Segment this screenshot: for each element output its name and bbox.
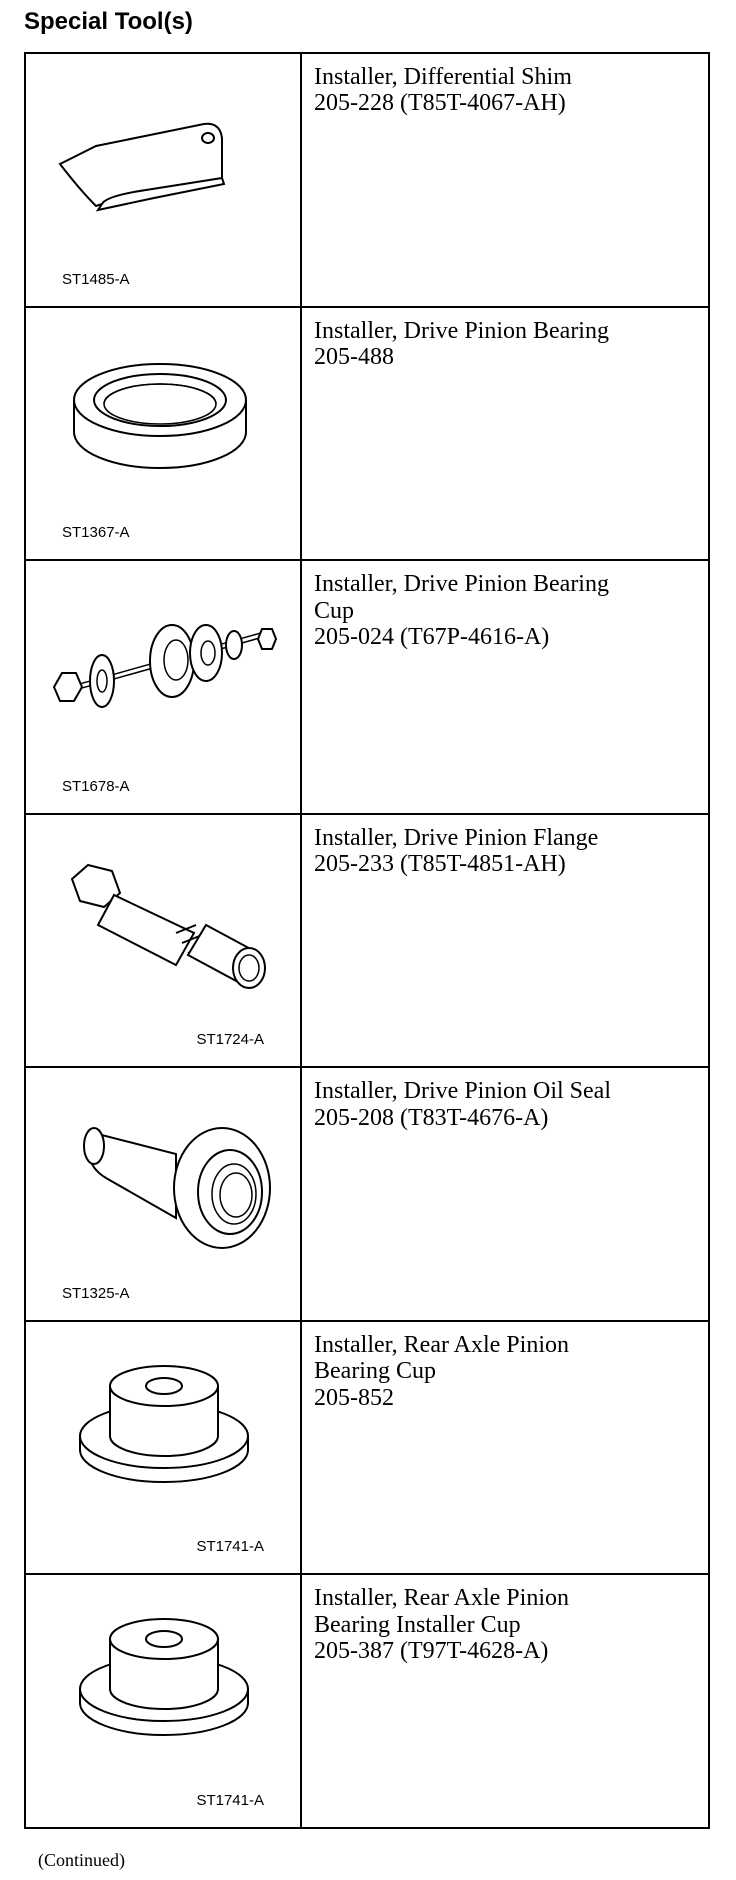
continued-note: (Continued) <box>38 1850 125 1870</box>
tool-code: ST1325-A <box>62 1284 130 1302</box>
table-row <box>26 308 708 562</box>
page-title: Special Tool(s) <box>24 8 193 35</box>
tool-illustration-cell <box>26 1322 302 1574</box>
table-row <box>26 1322 708 1576</box>
tool-name: Cup <box>314 597 355 624</box>
tool-name: Installer, Rear Axle Pinion <box>314 1331 569 1358</box>
table-row <box>26 561 708 815</box>
tool-illustration-cell <box>26 815 302 1067</box>
tool-illustration-cell <box>26 561 302 813</box>
table-row <box>26 815 708 1069</box>
tool-number: 205-488 <box>314 343 394 370</box>
tool-code: ST1741-A <box>196 1538 264 1556</box>
tool-code: ST1741-A <box>196 1792 264 1810</box>
rear-axle-pinion-bearing-installer-cup-illustration <box>26 1575 300 1785</box>
tool-code: ST1678-A <box>62 777 130 795</box>
tool-illustration-cell <box>26 54 302 306</box>
tool-code: ST1485-A <box>62 270 130 288</box>
special-tools-table <box>24 52 710 1829</box>
differential-shim-installer-illustration <box>26 54 300 264</box>
table-row <box>26 1068 708 1322</box>
tool-name: Installer, Drive Pinion Bearing <box>314 317 609 344</box>
tool-name: Installer, Drive Pinion Oil Seal <box>314 1078 611 1105</box>
drive-pinion-oil-seal-installer-illustration <box>26 1068 300 1278</box>
tool-illustration-cell <box>26 308 302 560</box>
tool-name: Installer, Drive Pinion Flange <box>314 824 599 851</box>
tool-description <box>302 1068 708 1320</box>
tool-number: 205-233 (T85T-4851-AH) <box>314 851 566 878</box>
tool-description <box>302 815 708 1067</box>
tool-description <box>302 561 708 813</box>
tool-name: Installer, Rear Axle Pinion <box>314 1585 569 1612</box>
tool-code: ST1724-A <box>196 1031 264 1049</box>
rear-axle-pinion-bearing-cup-installer-illustration <box>26 1322 300 1532</box>
tool-description <box>302 1575 708 1827</box>
tool-code: ST1367-A <box>62 524 130 542</box>
tool-number: 205-852 <box>314 1384 394 1411</box>
tool-name: Installer, Differential Shim <box>314 64 572 90</box>
table-row <box>26 1575 708 1827</box>
tool-illustration-cell <box>26 1575 302 1827</box>
tool-name: Bearing Installer Cup <box>314 1611 521 1638</box>
tool-name: Bearing Cup <box>314 1358 436 1385</box>
drive-pinion-bearing-cup-installer-illustration <box>26 561 300 771</box>
tool-number: 205-024 (T67P-4616-A) <box>314 623 550 650</box>
tool-number: 205-228 (T85T-4067-AH) <box>314 90 566 117</box>
tool-number: 205-208 (T83T-4676-A) <box>314 1104 549 1131</box>
drive-pinion-bearing-installer-illustration <box>26 308 300 518</box>
tool-name: Installer, Drive Pinion Bearing <box>314 571 609 598</box>
tool-illustration-cell <box>26 1068 302 1320</box>
tool-description <box>302 308 708 560</box>
table-row <box>26 54 708 308</box>
tool-number: 205-387 (T97T-4628-A) <box>314 1638 549 1665</box>
tool-description <box>302 54 708 306</box>
tool-description <box>302 1322 708 1574</box>
drive-pinion-flange-installer-illustration <box>26 815 300 1025</box>
